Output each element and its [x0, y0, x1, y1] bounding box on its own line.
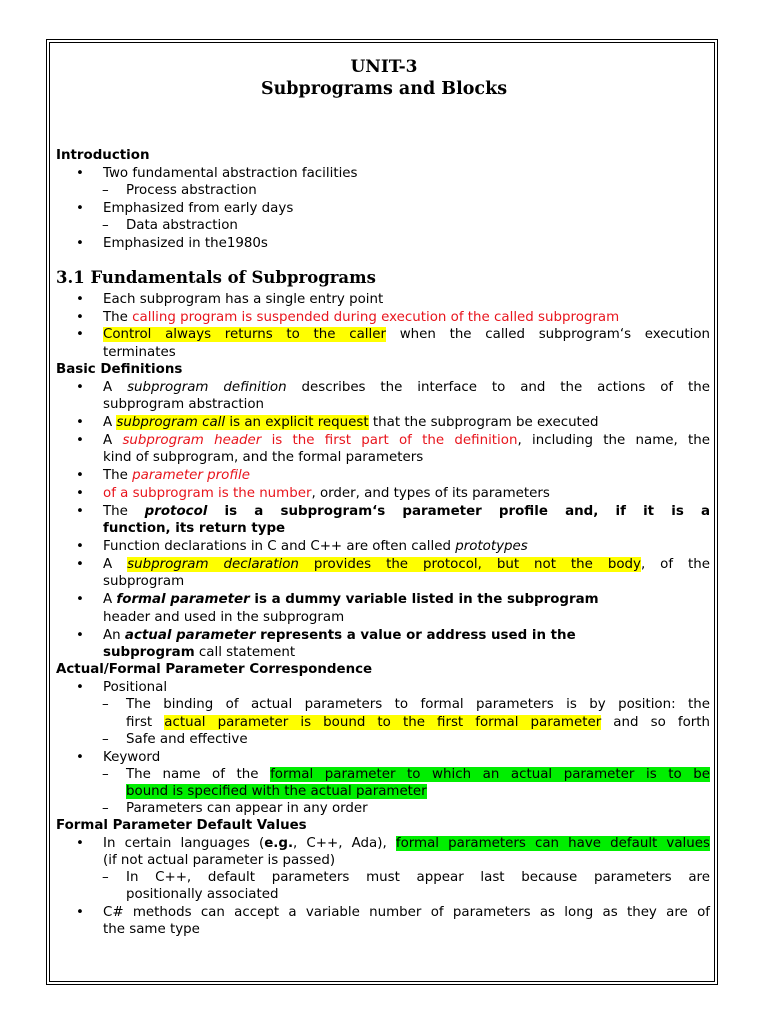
list-item: • A subprogram call is an explicit request that the subprogram be executed [103, 414, 599, 432]
list-item: • Keyword [103, 749, 160, 767]
list-item: • A formal parameter is a dummy variable listed in the subprogram [103, 591, 599, 609]
list-item: – The binding of actual parameters to formal parameters is by position: the [126, 696, 710, 714]
list-item: • An actual parameter represents a value or address used in the [103, 627, 576, 645]
list-item-continuation: header and used in the subprogram [103, 610, 345, 625]
list-item: • C# methods can accept a variable number of parameters as long as they are of [103, 904, 710, 922]
list-item: – In C++, default parameters must appear last because parameters are [126, 869, 710, 887]
list-item: • The parameter profile [103, 467, 250, 485]
list-item: • In certain languages (e.g., C++, Ada), formal parameters can have default values [103, 835, 710, 853]
list-item: • Positional [103, 679, 167, 697]
list-item-continuation: subprogram [103, 574, 185, 589]
list-item-continuation: positionally associated [126, 887, 279, 902]
list-item: • The calling program is suspended during execution of the called subprogram [103, 309, 619, 327]
section-heading: 3.1 Fundamentals of Subprograms [56, 268, 376, 287]
basic-heading: Basic Definitions [56, 362, 183, 377]
list-item: • Function declarations in C and C++ are often called prototypes [103, 538, 528, 556]
list-item: • Emphasized in the1980s [103, 235, 268, 253]
list-item-continuation: function, its return type [103, 521, 286, 536]
list-item-continuation: (if not actual parameter is passed) [103, 853, 336, 868]
list-item: – Parameters can appear in any order [126, 800, 368, 818]
list-item: • Control always returns to the caller when the called subprogram‘s execution [103, 326, 710, 344]
list-item-continuation: terminates [103, 345, 176, 360]
correspondence-heading: Actual/Formal Parameter Correspondence [56, 662, 373, 677]
list-item-continuation: subprogram abstraction [103, 397, 265, 412]
defaults-heading: Formal Parameter Default Values [56, 818, 307, 833]
list-item: • A subprogram header is the first part of the definition, including the name, the [103, 432, 710, 450]
page-title: Subprograms and Blocks [260, 79, 508, 99]
list-item: • The protocol is a subprogram‘s parameter profile and, if it is a [103, 503, 710, 521]
intro-heading: Introduction [56, 148, 150, 163]
list-item: • A subprogram declaration provides the protocol, but not the body, of the [103, 556, 710, 574]
list-item-continuation: kind of subprogram, and the formal parameters [103, 450, 424, 465]
list-item-continuation: first actual parameter is bound to the first formal parameter and so forth [126, 715, 711, 730]
list-item-continuation: the same type [103, 922, 200, 937]
list-item-continuation: subprogram call statement [103, 645, 296, 660]
list-item: • Two fundamental abstraction facilities [103, 165, 358, 183]
list-item: • Emphasized from early days [103, 200, 293, 218]
list-item: • of a subprogram is the number, order, and types of its parameters [103, 485, 550, 503]
list-item: – Process abstraction [126, 182, 257, 200]
list-item: • Each subprogram has a single entry point [103, 291, 383, 309]
unit-title: UNIT-3 [350, 57, 418, 77]
list-item: – Safe and effective [126, 731, 248, 749]
list-item: • A subprogram definition describes the interface to and the actions of the [103, 379, 710, 397]
list-item: – Data abstraction [126, 217, 238, 235]
list-item-continuation: bound is specified with the actual parameter [126, 784, 427, 799]
list-item: – The name of the formal parameter to which an actual parameter is to be [126, 766, 710, 784]
